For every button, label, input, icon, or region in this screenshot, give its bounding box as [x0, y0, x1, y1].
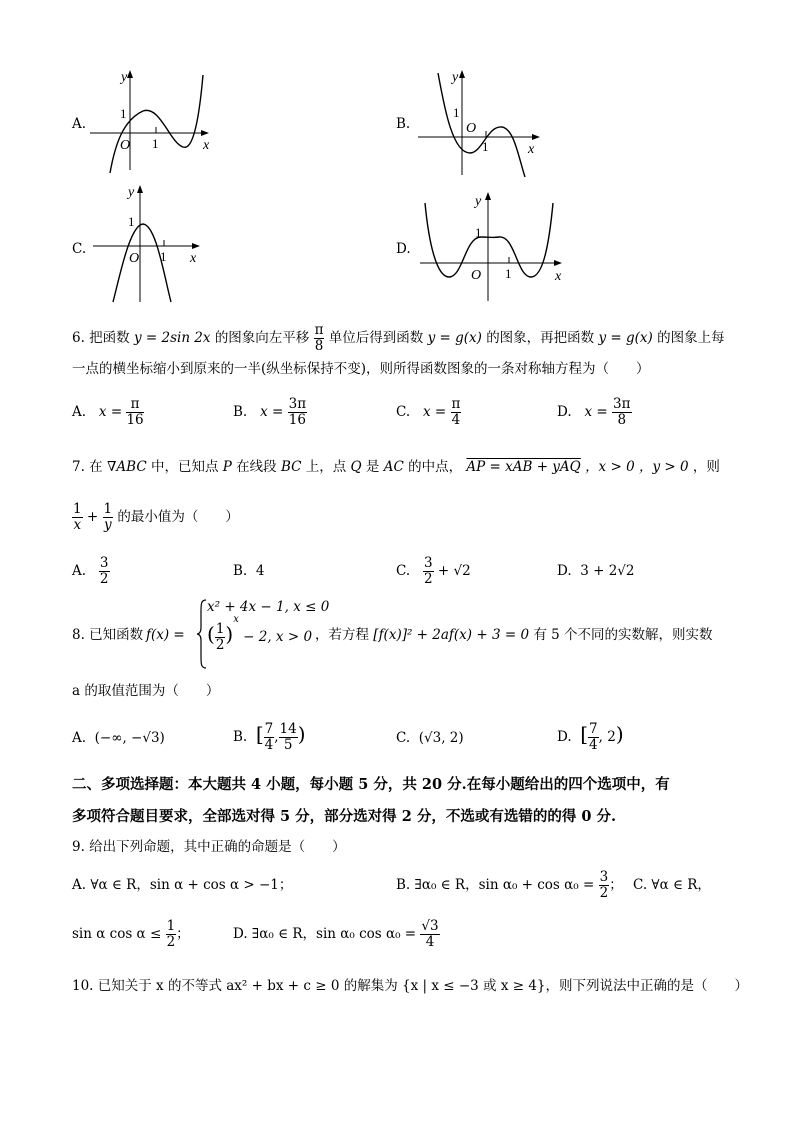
q7-text-d: 上，点: [305, 459, 347, 475]
q6-option-d-den: 8: [617, 412, 627, 428]
q9-option-b-tail: ；: [609, 877, 623, 893]
q8-line1-tail: [315, 626, 713, 644]
q6-frac-den: 8: [314, 338, 324, 354]
q7-line2: [72, 502, 239, 533]
graph-c: [88, 180, 208, 305]
q8-option-b-d1: 4: [264, 737, 274, 753]
q7-option-c-den: 2: [424, 571, 433, 587]
q9-option-a[interactable]: A. ∀α ∈ R，sin α + cos α > −1；: [72, 877, 293, 893]
q6-option-d-label: D.: [557, 404, 572, 420]
graph-c-y-label: y: [128, 185, 135, 200]
q8-option-d-d: 4: [589, 737, 598, 753]
q9-option-c[interactable]: C. ∀α ∈ R，: [633, 877, 711, 893]
option-label-graph-d: D.: [396, 241, 411, 257]
q8-option-b-frac2: [279, 722, 298, 753]
graph-d-one-y: 1: [475, 225, 482, 240]
q6-text-e: 的图象上每: [657, 330, 725, 346]
q6-shift-fraction: [314, 323, 325, 354]
q7-frac1-num: 1: [73, 501, 82, 517]
graph-b-origin: O: [466, 121, 477, 136]
q6-option-c-lhs: x =: [423, 404, 447, 420]
q9-stem: 9. 给出下列命题，其中正确的命题是（ ）: [72, 839, 346, 855]
q7-line1: [72, 458, 720, 476]
q7-option-c-label: C.: [396, 563, 411, 579]
q7-text-min: 的最小值为（ ）: [117, 509, 239, 525]
q6-option-b-den: 16: [288, 412, 306, 428]
graph-a-y-label: y: [121, 70, 128, 85]
q6-text-b: 的图象向左平移: [214, 330, 310, 346]
q9-option-c-text: sin α cos α ≤: [72, 926, 162, 942]
q6-option-b-lhs: x =: [260, 404, 284, 420]
option-label-graph-b: B.: [396, 116, 411, 132]
q8-case2: ( $\frac{1}{2}$ )$^x$ − 2, x > 0: [207, 613, 313, 653]
q8-option-a-value: (−∞, −√3): [94, 730, 165, 746]
q6-option-d-num: 3π: [613, 396, 631, 412]
q9-option-b[interactable]: [396, 870, 623, 901]
graph-a-x-label: x: [203, 138, 210, 153]
q7-frac-1-over-y: [103, 502, 114, 533]
q7-frac1-den: x: [73, 517, 82, 533]
q8-case2-frac: [215, 622, 226, 653]
q6-option-b-num: 3π: [288, 396, 307, 412]
q6-option-c[interactable]: [396, 397, 461, 428]
q7-frac-1-over-x: [72, 502, 83, 533]
q8-option-a-label: A.: [72, 730, 87, 746]
q6-option-a-den: 16: [126, 412, 144, 428]
q9-option-c-den: 2: [166, 934, 176, 950]
q7-segment-bc: BC: [280, 459, 302, 475]
q8-option-b-d2: 5: [283, 737, 293, 753]
q7-option-b-value: 4: [255, 563, 265, 579]
q6-gx-1: y = g(x): [427, 330, 482, 346]
q7-option-c-num: 3: [424, 555, 433, 571]
q8-case2-den: 2: [215, 637, 225, 653]
q6-line2: 一点的横坐标缩小到原来的一半(纵坐标保持不变)，则所得函数图象的一条对称轴方程为（ ）: [72, 361, 650, 377]
graph-a: [85, 65, 215, 175]
q8-option-b[interactable]: B. [ $\frac{7}{4}$ , $\frac{14}{5}$ ): [233, 721, 306, 753]
q6-option-a-num: π: [126, 397, 143, 413]
q7-option-d[interactable]: [557, 562, 635, 580]
q7-text-b: 中，已知点: [150, 459, 219, 475]
q7-option-a[interactable]: [72, 556, 110, 587]
q6-option-a-frac: [126, 397, 143, 428]
q7-frac2-den: y: [103, 517, 112, 533]
q6-option-c-num: π: [451, 396, 461, 412]
q7-plus: +: [86, 509, 99, 525]
q6-text-d: 的图象，再把函数: [486, 330, 595, 346]
q8-option-d-label: D.: [557, 729, 572, 745]
q8-option-d-n: 7: [589, 721, 598, 737]
q7-text-c: 在线段: [236, 459, 277, 475]
q8-option-b-n2: 14: [279, 721, 297, 737]
q6-option-d[interactable]: [557, 397, 632, 428]
q9-option-c-num: 1: [166, 918, 176, 934]
q6-gx-2: y = g(x): [598, 330, 653, 346]
q8-option-d[interactable]: D. [ $\frac{7}{4}$ , 2): [557, 721, 624, 753]
graph-c-one-x: 1: [160, 249, 167, 264]
q7-point-q: Q: [350, 459, 362, 475]
q7-triangle: ∇ABC: [106, 459, 147, 475]
q9-option-d-num: √3: [421, 918, 439, 934]
q7-text-f: 的中点，: [408, 459, 463, 475]
q8-option-a[interactable]: [72, 729, 165, 747]
graph-b-one-x: 1: [482, 139, 489, 154]
graph-b: [410, 65, 545, 180]
q6-text-c: 单位后得到函数: [328, 330, 424, 346]
q6-option-d-lhs: x =: [584, 404, 608, 420]
graph-c-one-y: 1: [128, 214, 135, 229]
q7-option-c-rest: + √2: [437, 563, 471, 579]
option-label-graph-a: A.: [72, 116, 87, 132]
q8-option-d-tail: , 2: [598, 729, 616, 745]
q8-intro: 8. 已知函数: [72, 627, 144, 643]
graph-a-origin: O: [120, 138, 131, 153]
option-label-graph-c: C.: [72, 241, 87, 257]
q8-option-d-frac: [588, 722, 599, 753]
q8-case2-num: 1: [215, 621, 225, 637]
q6-option-b-label: B.: [233, 404, 248, 420]
q7-point-p: P: [222, 459, 232, 475]
q7-option-c-frac: [423, 556, 434, 587]
q7-text-g: ，则: [692, 459, 720, 475]
q8-option-b-frac1: [264, 722, 275, 753]
q7-vector-equation: AP = xAB + yAQ: [466, 459, 581, 475]
graph-a-one-y: 1: [120, 106, 127, 121]
q7-option-a-frac: [99, 556, 110, 587]
q7-option-d-label: D.: [557, 563, 572, 579]
graph-d-x-label: x: [555, 269, 562, 284]
q6-option-d-frac: [612, 397, 631, 428]
graph-d-origin: O: [471, 268, 482, 283]
q6-text-a: 6. 把函数: [72, 330, 130, 346]
q6-option-c-den: 4: [451, 412, 461, 428]
q8-option-b-label: B.: [233, 729, 248, 745]
q7-text-a: 7. 在: [72, 459, 103, 475]
graph-a-one-x: 1: [152, 136, 159, 151]
q10-stem: 10. 已知关于 x 的不等式 ax² + bx + c ≥ 0 的解集为 {x | x ≤ −3 或 x ≥ 4}，则下列说法中正确的是（ ）: [72, 978, 749, 994]
graph-d: [415, 185, 570, 305]
q8-option-b-n1: 7: [264, 721, 274, 737]
q8-option-c-label: C.: [396, 730, 411, 746]
q8-option-c-value: (√3, 2): [418, 730, 464, 746]
q8-case1: x² + 4x − 1, x ≤ 0: [207, 599, 330, 615]
q7-text-e: 是: [365, 459, 380, 475]
q8-fx: f(x) =: [146, 627, 185, 643]
q7-segment-ac: AC: [383, 459, 404, 475]
q6-frac-num: π: [314, 322, 324, 338]
graph-c-x-label: x: [190, 251, 197, 266]
q9-option-b-den: 2: [599, 885, 609, 901]
q7-frac2-num: 1: [103, 501, 113, 517]
q7-option-a-den: 2: [99, 571, 109, 587]
graph-d-one-x: 1: [505, 266, 512, 281]
q7-option-c[interactable]: [396, 556, 471, 587]
q6-line1: [72, 323, 725, 354]
graph-d-y-label: y: [475, 194, 482, 209]
q6-option-b-frac: [288, 397, 307, 428]
q9-option-c-tail: ；: [176, 926, 190, 942]
q9-option-c-cont: [72, 919, 190, 950]
q6-option-a-lhs: x =: [98, 404, 123, 420]
graph-b-one-y: 1: [453, 105, 460, 120]
q9-option-d-den: 4: [425, 934, 435, 950]
q6-option-c-label: C.: [396, 404, 411, 420]
q8-case2-exp: x: [233, 613, 239, 625]
q9-option-d-frac: [420, 919, 439, 950]
graph-b-y-label: y: [452, 70, 459, 85]
q7-cond-x: ，x > 0: [585, 459, 635, 475]
q8-text-b: ，若方程: [315, 627, 369, 643]
q7-option-a-num: 3: [99, 555, 109, 571]
section2-heading-line2: 多项符合题目要求，全部选对得 5 分，部分选对得 2 分，不选或有选错的的得 0 分.: [72, 808, 617, 825]
q7-option-b[interactable]: [233, 562, 264, 580]
q8-line2: a 的取值范围为（ ）: [72, 683, 220, 699]
q8-text-c: 有 5 个不同的实数解，则实数: [533, 627, 713, 643]
q9-option-b-num: 3: [599, 869, 609, 885]
q6-option-c-frac: [451, 397, 462, 428]
q9-option-b-frac: [599, 870, 610, 901]
q7-option-b-label: B.: [233, 563, 248, 579]
graph-c-origin: O: [129, 251, 140, 266]
q6-option-a-label: A.: [72, 404, 87, 420]
q7-cond-y: ，y > 0: [638, 459, 689, 475]
q9-option-d[interactable]: [233, 919, 440, 950]
q8-case2-rest: − 2, x > 0: [243, 629, 313, 645]
section2-heading-line1: 二、多项选择题：本大题共 4 小题，每小题 5 分，共 20 分.在每小题给出的四个选项中，有: [72, 776, 670, 793]
graph-b-x-label: x: [528, 142, 535, 157]
q8-equation: [f(x)]² + 2af(x) + 3 = 0: [373, 627, 530, 643]
q9-option-b-text: B. ∃α₀ ∈ R，sin α₀ + cos α₀ =: [396, 877, 595, 893]
q7-option-a-label: A.: [72, 563, 87, 579]
q7-option-d-value: 3 + 2√2: [580, 563, 635, 579]
q6-option-a[interactable]: [72, 397, 144, 428]
q8-option-c[interactable]: [396, 729, 464, 747]
q6-option-b[interactable]: [233, 397, 307, 428]
q9-option-d-text: D. ∃α₀ ∈ R，sin α₀ cos α₀ =: [233, 926, 417, 942]
q6-func: y = 2sin 2x: [133, 330, 211, 346]
q9-option-c-frac: [166, 919, 177, 950]
